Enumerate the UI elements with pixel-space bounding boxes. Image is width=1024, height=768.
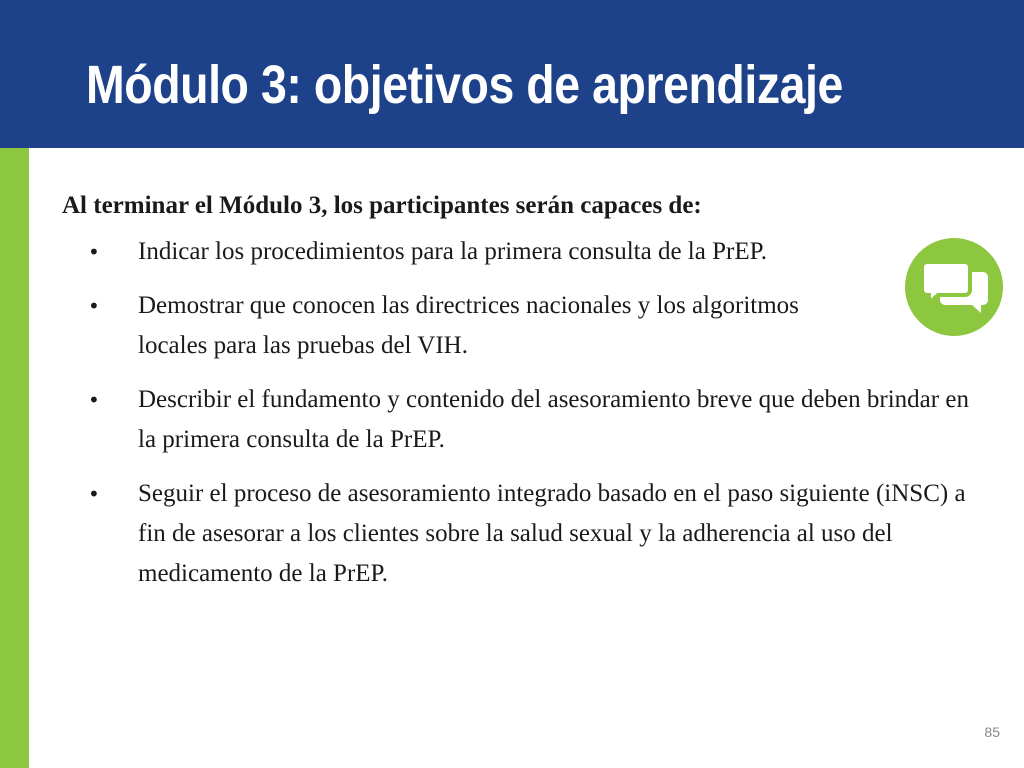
objectives-list (62, 232, 982, 594)
page-number: 85 (984, 724, 1000, 740)
intro-text: Al terminar el Módulo 3, los participantes serán capaces de: (62, 192, 702, 219)
slide-content (62, 186, 982, 608)
objective-text: Demostrar que conocen las directrices nacionales y los algoritmos locales para las pruebas del VIH. (138, 292, 799, 359)
objective-text: Indicar los procedimientos para la primera consulta de la PrEP. (138, 238, 767, 265)
bullet-dot: • (88, 294, 100, 318)
objective-item (62, 474, 968, 594)
objective-text: Seguir el proceso de asesoramiento integrado basado en el paso siguiente (iNSC) a fin de asesorar a los clientes sobre la salud sexual y la adherencia al uso del medicamento de la PrEP. (138, 480, 966, 587)
bullet-dot: • (88, 388, 100, 412)
title-bar (0, 0, 1024, 148)
objective-text: Describir el fundamento y contenido del asesoramiento breve que deben brindar en la primera consulta de la PrEP. (138, 386, 969, 453)
bullet-dot: • (88, 240, 100, 264)
accent-bar (0, 148, 29, 768)
objective-item (62, 286, 858, 366)
chat-bubbles-icon (905, 238, 1003, 336)
bullet-dot: • (88, 482, 100, 506)
slide-title: Módulo 3: objetivos de aprendizaje (86, 55, 843, 115)
objective-item (62, 380, 978, 460)
objective-item (62, 232, 898, 272)
chat-badge (905, 238, 1003, 336)
